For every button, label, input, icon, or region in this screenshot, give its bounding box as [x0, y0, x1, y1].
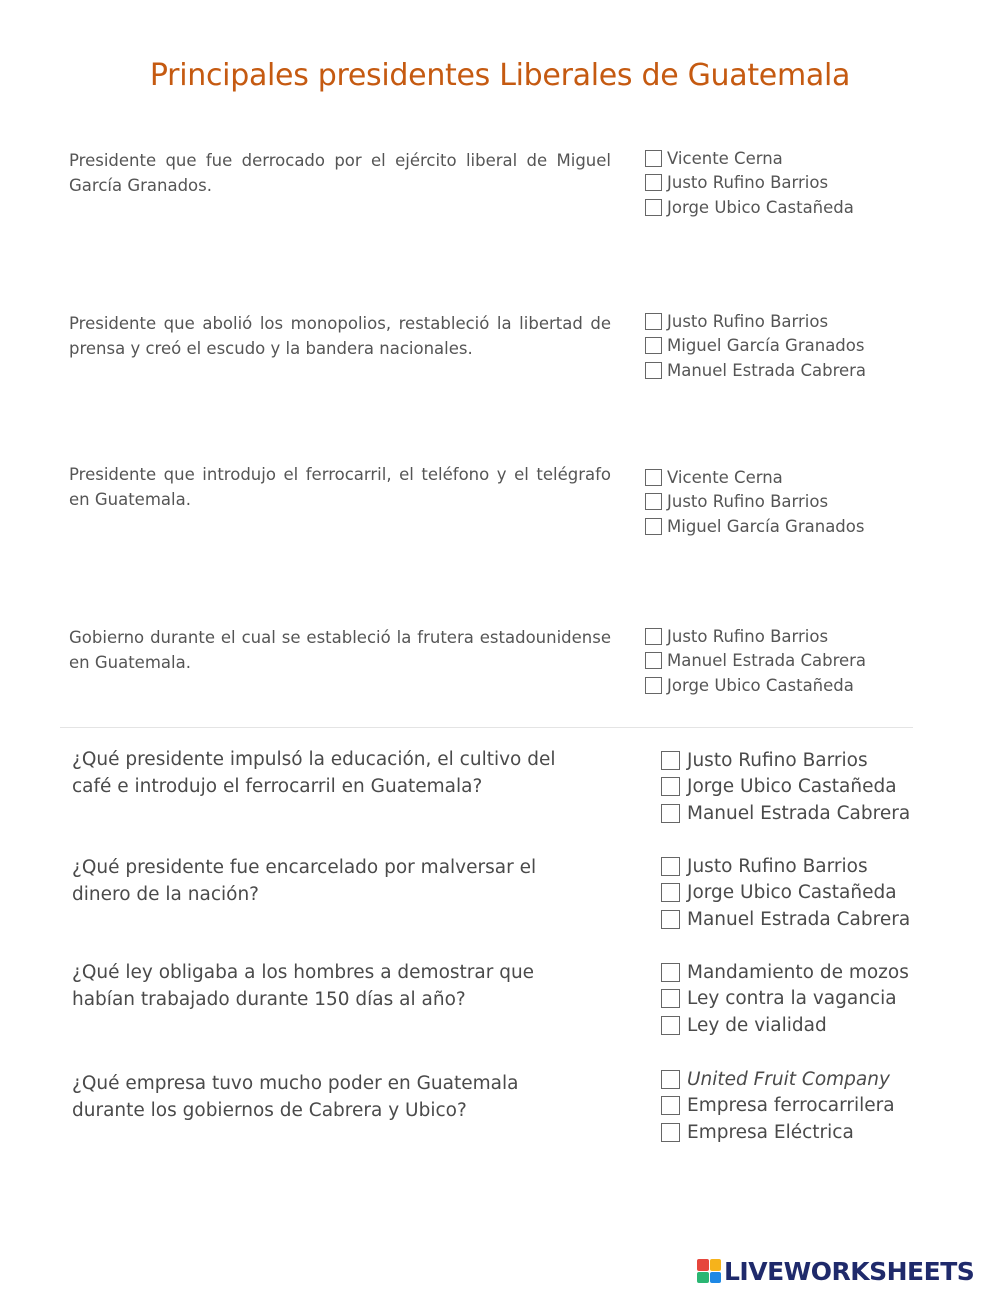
checkbox[interactable] — [645, 199, 662, 216]
option[interactable] — [661, 1119, 895, 1146]
option[interactable] — [645, 465, 864, 490]
divider — [60, 727, 913, 728]
checkbox[interactable] — [645, 469, 662, 486]
question-7: ¿Qué ley obligaba a los hombres a demostrar que habían trabajado durante 150 días al año? — [72, 962, 535, 1010]
option[interactable] — [645, 146, 854, 171]
options-question-5 — [661, 747, 910, 827]
page-title: Principales presidentes Liberales de Guatemala — [149, 58, 851, 93]
checkbox[interactable] — [645, 337, 662, 354]
checkbox[interactable] — [661, 1070, 680, 1089]
checkbox[interactable] — [661, 989, 680, 1008]
options-question-1 — [645, 146, 854, 220]
option-label: Empresa ferrocarrilera — [687, 1095, 895, 1117]
option[interactable] — [645, 309, 866, 334]
option-label: Jorge Ubico Castañeda — [687, 776, 897, 798]
checkbox[interactable] — [661, 1096, 680, 1115]
checkbox[interactable] — [645, 518, 662, 535]
checkbox[interactable] — [661, 1016, 680, 1035]
option[interactable] — [661, 853, 910, 880]
checkbox[interactable] — [645, 493, 662, 510]
option-label: Jorge Ubico Castañeda — [667, 675, 854, 695]
options-question-6 — [661, 853, 910, 933]
option-label: Manuel Estrada Cabrera — [687, 908, 911, 930]
checkbox[interactable] — [661, 963, 680, 982]
option[interactable] — [645, 195, 854, 220]
question-2: Presidente que abolió los monopolios, restableció la libertad de prensa y creó el escudo y la bandera nacionales. — [69, 314, 611, 358]
option-label: Vicente Cerna — [667, 467, 783, 487]
option-label: Manuel Estrada Cabrera — [667, 360, 867, 380]
option-label: Manuel Estrada Cabrera — [687, 802, 911, 824]
option-label: Ley de vialidad — [687, 1014, 827, 1036]
options-question-3 — [645, 465, 864, 539]
options-question-2 — [645, 309, 866, 383]
option-label: Vicente Cerna — [667, 148, 783, 168]
question-3: Presidente que introdujo el ferrocarril, el teléfono y el telégrafo en Guatemala. — [69, 465, 611, 509]
checkbox[interactable] — [661, 910, 680, 929]
liveworksheets-logo[interactable] — [697, 1256, 974, 1286]
checkbox[interactable] — [645, 313, 662, 330]
checkbox[interactable] — [645, 174, 662, 191]
option[interactable] — [661, 747, 910, 774]
option-label: Miguel García Granados — [667, 516, 865, 536]
option[interactable] — [661, 986, 909, 1013]
option-label: Justo Rufino Barrios — [667, 173, 829, 193]
option-label: Justo Rufino Barrios — [667, 626, 829, 646]
option[interactable] — [645, 358, 866, 383]
checkbox[interactable] — [661, 883, 680, 902]
checkbox[interactable] — [645, 652, 662, 669]
option[interactable] — [645, 624, 866, 649]
option-label: Jorge Ubico Castañeda — [687, 882, 897, 904]
checkbox[interactable] — [645, 362, 662, 379]
option-label: Manuel Estrada Cabrera — [667, 651, 867, 671]
option[interactable] — [645, 334, 866, 359]
option[interactable] — [661, 800, 910, 827]
option-label: Justo Rufino Barrios — [667, 492, 829, 512]
checkbox[interactable] — [661, 857, 680, 876]
checkbox[interactable] — [661, 751, 680, 770]
option[interactable] — [645, 514, 864, 539]
option-label: Miguel García Granados — [667, 336, 865, 356]
options-question-7 — [661, 959, 909, 1039]
option-label: Justo Rufino Barrios — [687, 749, 868, 771]
checkbox[interactable] — [645, 677, 662, 694]
checkbox[interactable] — [661, 1123, 680, 1142]
logo-text: LIVEWORKSHEETS — [724, 1256, 975, 1286]
question-8: ¿Qué empresa tuvo mucho poder en Guatemala durante los gobiernos de Cabrera y Ubico? — [72, 1073, 519, 1121]
option-label: Empresa Eléctrica — [687, 1121, 854, 1143]
checkbox[interactable] — [661, 804, 680, 823]
option[interactable] — [645, 490, 864, 515]
option-label: Justo Rufino Barrios — [687, 855, 868, 877]
question-6: ¿Qué presidente fue encarcelado por malversar el dinero de la nación? — [72, 857, 537, 905]
logo-icon — [697, 1259, 721, 1283]
question-1: Presidente que fue derrocado por el ejército liberal de Miguel García Granados. — [69, 151, 611, 195]
option-label: Ley contra la vagancia — [687, 988, 897, 1010]
option[interactable] — [661, 1012, 909, 1039]
option[interactable] — [661, 906, 910, 933]
option-label: United Fruit Company — [687, 1068, 890, 1090]
question-5: ¿Qué presidente impulsó la educación, el cultivo del café e introdujo el ferrocarril en Guatemala? — [72, 749, 556, 797]
option-label: Jorge Ubico Castañeda — [667, 197, 854, 217]
option[interactable] — [645, 673, 866, 698]
checkbox[interactable] — [645, 628, 662, 645]
option[interactable] — [645, 649, 866, 674]
options-question-4 — [645, 624, 866, 698]
question-4: Gobierno durante el cual se estableció la frutera estadounidense en Guatemala. — [69, 628, 611, 672]
options-question-8 — [661, 1066, 895, 1146]
checkbox[interactable] — [661, 777, 680, 796]
option[interactable] — [645, 171, 854, 196]
option[interactable] — [661, 959, 909, 986]
checkbox[interactable] — [645, 150, 662, 167]
option-label: Justo Rufino Barrios — [667, 311, 829, 331]
option[interactable] — [661, 880, 910, 907]
option[interactable] — [661, 774, 910, 801]
option[interactable] — [661, 1066, 895, 1093]
option-label: Mandamiento de mozos — [687, 961, 909, 983]
option[interactable] — [661, 1093, 895, 1120]
